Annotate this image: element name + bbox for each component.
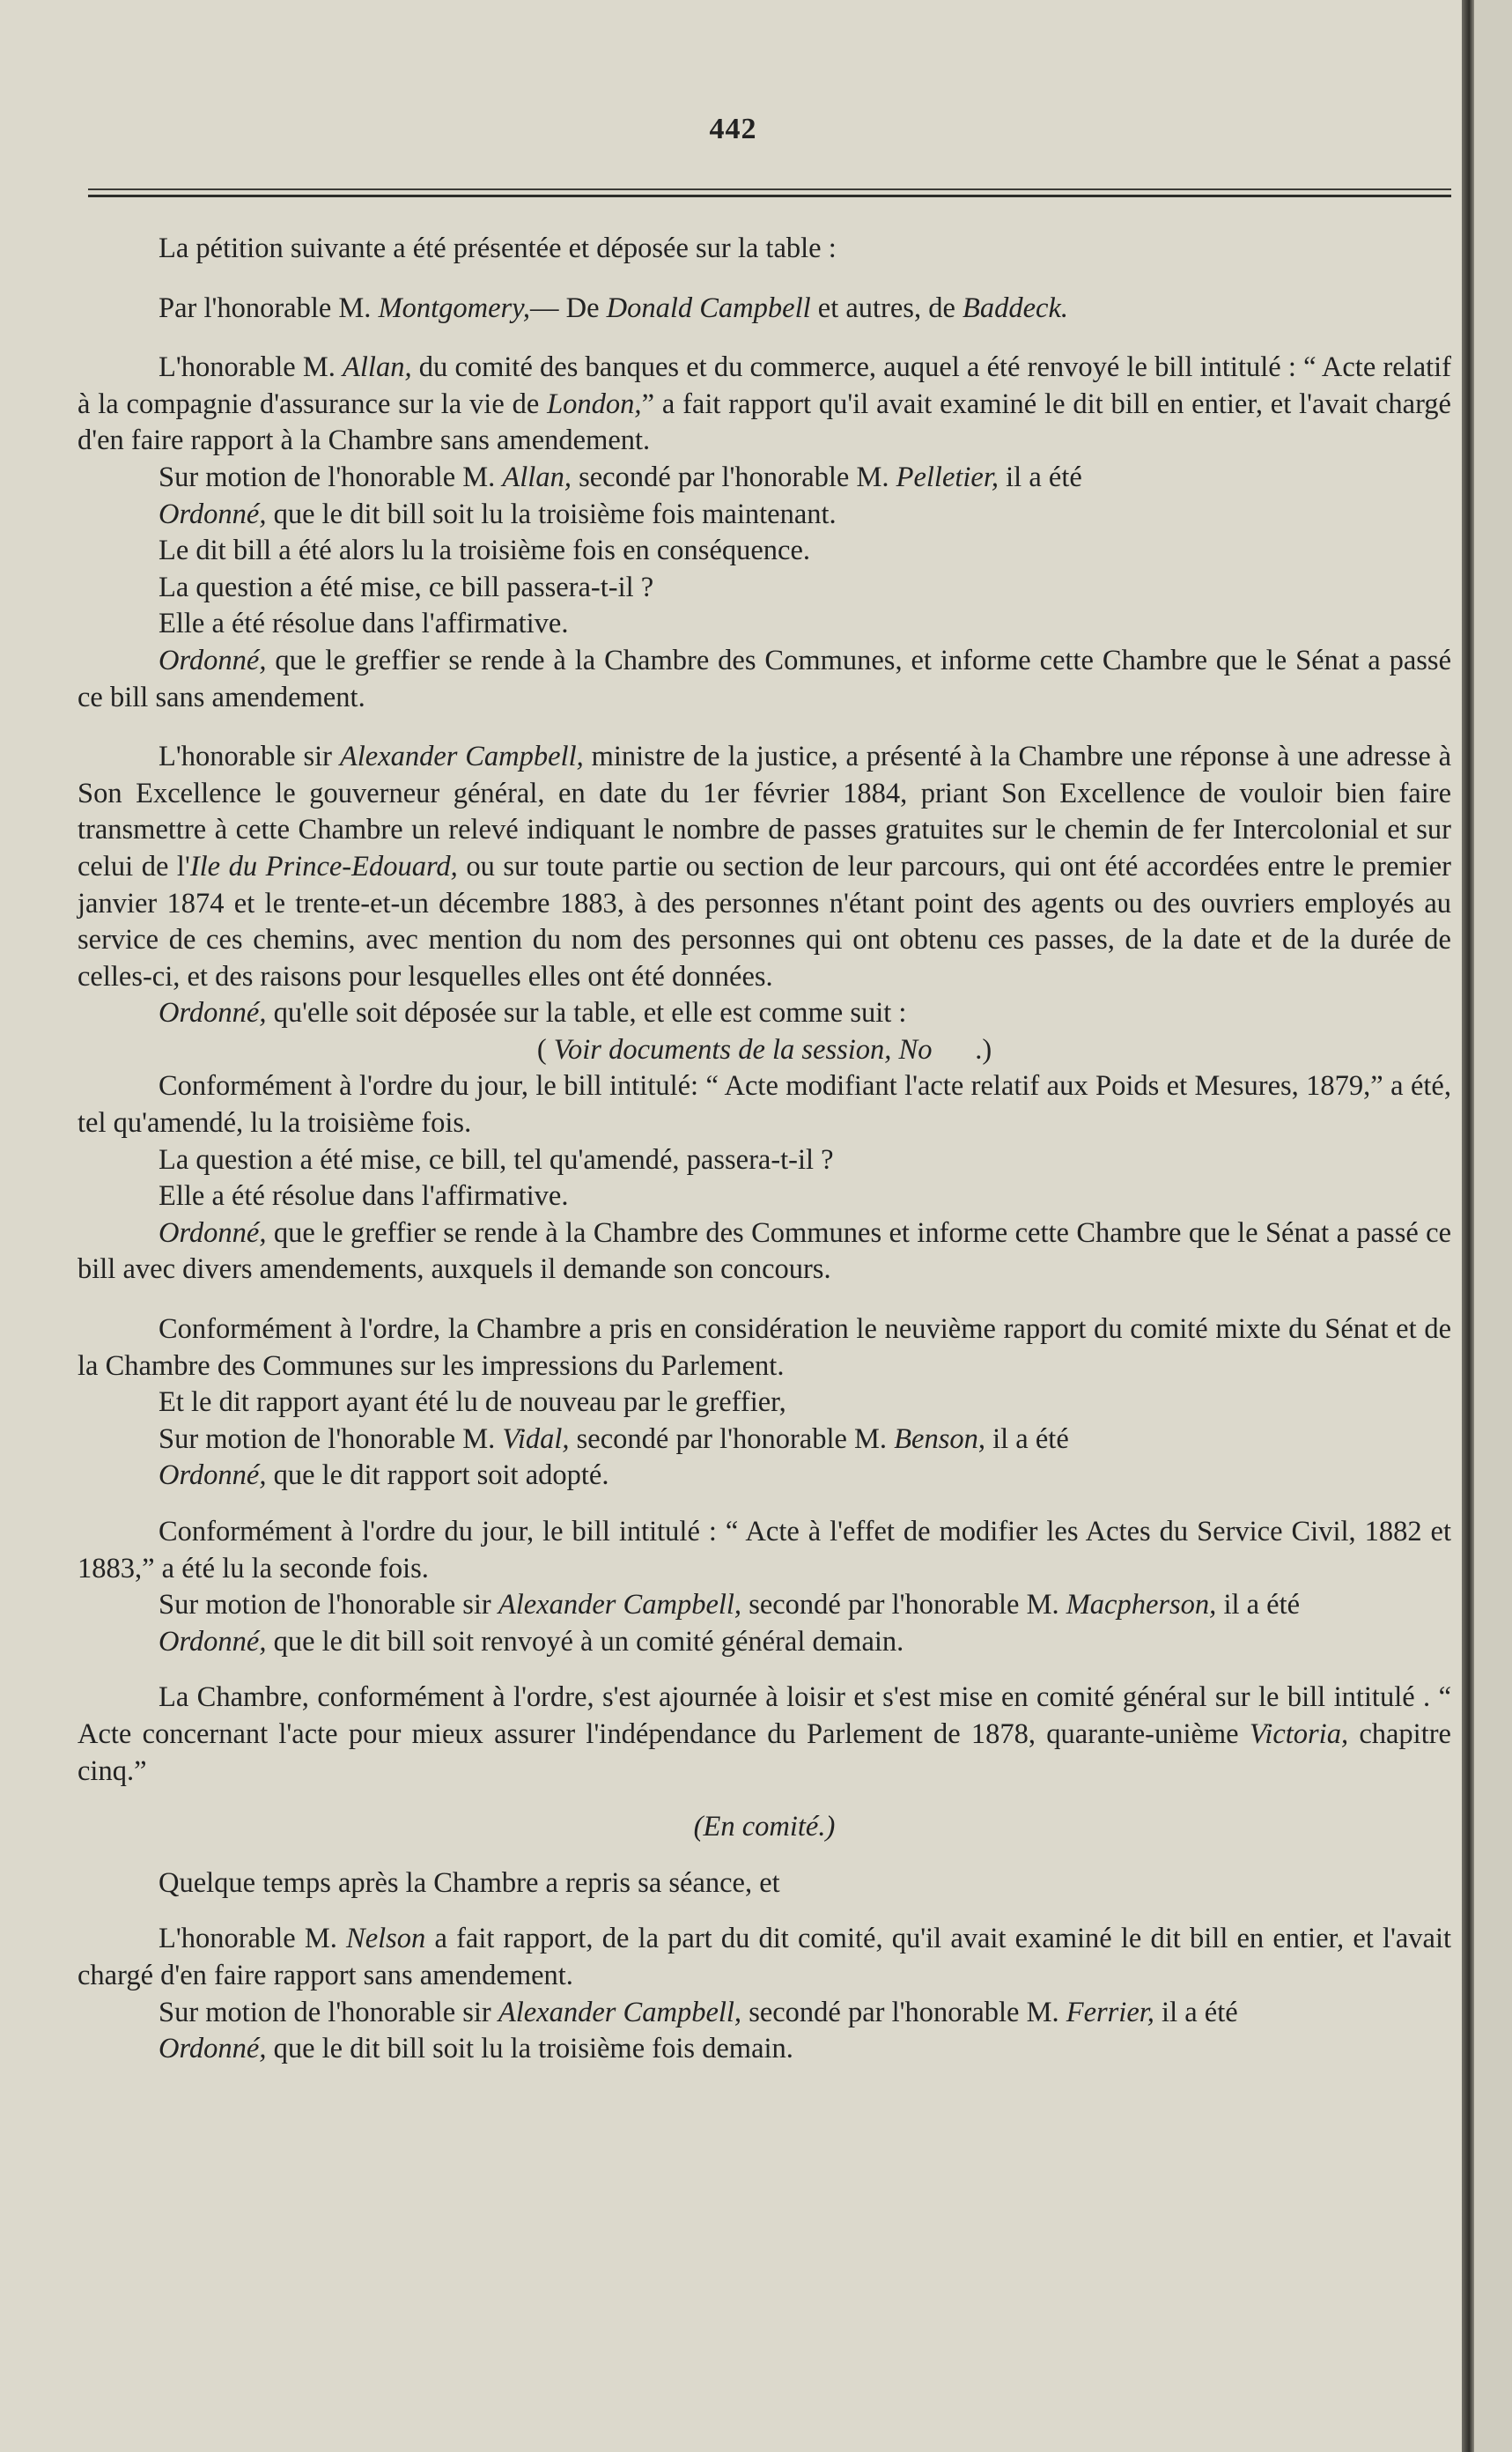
text-run: ministre de la justice, a présenté à la Chambre une réponse à une adresse à Son Excellence le gouverneur général, en date du 1er février 1884, priant Son Excellence de vouloir bien faire transmettre à cette Chambre un relevé indiquant le nombre de passes gratuites sur le chemin de fer Intercolonial et sur celui de l'	[77, 741, 1452, 883]
text-run: Par l'honorable M.	[159, 292, 379, 324]
text-run: secondé par l'honorable M.	[741, 1589, 1066, 1621]
header-rule-thick	[88, 195, 1451, 197]
text-run: Sur motion de l'honorable M.	[159, 1422, 503, 1455]
paragraph-campbell-return	[77, 739, 1451, 995]
paragraph-affirmative: Elle a été résolue dans l'affirmative.	[159, 608, 569, 640]
paragraph-ordonne-amendments	[77, 1215, 1451, 1289]
text-run: que le greffier se rende à la Chambre des Communes, et informe cette Chambre que le Sénat a passé ce bill sans amendement.	[77, 644, 1451, 713]
name-pelletier: Pelletier,	[896, 461, 999, 493]
paragraph-ordonne-comite-general	[77, 1624, 1451, 1661]
name-macpherson: Macpherson,	[1066, 1589, 1217, 1621]
text-run: chapitre cinq.”	[77, 1717, 1451, 1787]
text-run: que le dit bill soit lu la troisième fois maintenant.	[266, 498, 837, 530]
text-run: il a été	[985, 1422, 1069, 1455]
text-run: Sur motion de l'honorable M.	[159, 461, 503, 493]
paragraph-neuvieme-rapport: Conformément à l'ordre, la Chambre a pris en considération le neuvième rapport du comité mixte du Sénat et de la Chambre des Communes sur les impressions du Parlement.	[77, 1313, 1451, 1382]
text-run: ou sur toute partie ou section de leur parcours, qui ont été accordées entre le premier janvier 1874 et le trente-et-un décembre 1883, à des personnes n'étant point des agents ou des ouvriers employés au service de ces chemins, avec mention du nom des personnes qui ont obtenu ces passes, de la date et de la durée de celles-ci, et des raisons pour lesquelles elles ont été données.	[77, 850, 1451, 993]
text-run: secondé par l'honorable M.	[741, 1996, 1066, 2028]
name-montgomery: Montgomery,	[378, 292, 530, 324]
paragraph-motion-campbell-ferrier	[77, 1995, 1451, 2032]
text-run: il a été	[999, 461, 1082, 493]
text-run: que le dit rapport soit adopté.	[266, 1459, 609, 1492]
name-vidal: Vidal,	[502, 1422, 570, 1455]
paragraph-allan-report	[77, 350, 1451, 460]
paragraph-motion-allan	[77, 460, 1451, 497]
ordonne-label: Ordonné,	[159, 644, 267, 676]
paragraph-nelson-report	[77, 1921, 1451, 1994]
ordonne-label: Ordonné,	[159, 498, 267, 530]
paragraph-motion-vidal	[77, 1422, 1451, 1459]
header-rule-thin	[88, 188, 1451, 190]
ordonne-label: Ordonné,	[159, 1625, 267, 1658]
place-baddeck: Baddeck.	[963, 292, 1069, 324]
name-allan: Allan,	[343, 351, 412, 384]
paragraph-ordonne-third-reading	[77, 497, 1451, 534]
text-run: et autres, de	[810, 292, 963, 324]
text-run: Sur motion de l'honorable sir	[159, 1589, 498, 1621]
text-run: secondé par l'honorable M.	[571, 461, 896, 493]
paragraph-comite-independance	[77, 1680, 1451, 1790]
name-victoria: Victoria,	[1249, 1717, 1349, 1750]
text-run: L'honorable M.	[159, 351, 343, 384]
paragraph-seance-reprise: Quelque temps après la Chambre a repris sa séance, et	[159, 1866, 780, 1899]
paragraph-ordonne-demain	[77, 2031, 1451, 2068]
text-run: — De	[529, 292, 607, 324]
page-gutter-shadow	[1462, 0, 1474, 2452]
text-run: a fait rapport, de la part du dit comité, qu'il avait examiné le dit bill en entier, et l'avait chargé d'en faire rapport sans amendement.	[77, 1923, 1451, 1991]
session-documents-ref: Voir documents de la session, No	[553, 1033, 933, 1066]
text-run: qu'elle soit déposée sur la table, et elle est comme suit :	[266, 997, 907, 1030]
text-run: du comité des banques et du commerce, auquel a été renvoyé le bill intitulé : “ Acte relatif à la compagnie d'assurance sur la vie de	[77, 351, 1451, 420]
paragraph-ordonne-adopte	[77, 1458, 1451, 1495]
text-run: il a été	[1216, 1589, 1301, 1621]
name-allan: Allan,	[502, 461, 572, 493]
text-run: (	[536, 1033, 554, 1066]
paragraph-en-comite: (En comité.)	[693, 1811, 836, 1843]
place-london: London,	[547, 388, 642, 420]
text-run: L'honorable M.	[159, 1923, 347, 1955]
ordonne-label: Ordonné,	[159, 997, 267, 1030]
text-run: il a été	[1154, 1996, 1238, 2028]
name-ferrier: Ferrier,	[1066, 1996, 1154, 2028]
text-run: ” a fait rapport qu'il avait examiné le dit bill en entier, et l'avait chargé d'en faire rapport à la Chambre sans amendement.	[77, 388, 1451, 457]
name-nelson: Nelson	[346, 1923, 426, 1955]
name-alexander-campbell: Alexander Campbell,	[498, 1589, 742, 1621]
ordonne-label: Ordonné,	[159, 1216, 267, 1249]
text-run: que le dit bill soit lu la troisième fois demain.	[266, 2033, 793, 2065]
name-benson: Benson,	[894, 1422, 985, 1455]
paragraph-petition-intro: La pétition suivante a été présentée et déposée sur la table :	[159, 233, 837, 264]
text-run: que le greffier se rende à la Chambre des Communes et informe cette Chambre que le Sénat a passé ce bill avec divers amendements, auxquels il demande son concours.	[77, 1216, 1451, 1286]
text-run: que le dit bill soit renvoyé à un comité général demain.	[266, 1625, 904, 1658]
text-run: .)	[932, 1033, 992, 1066]
paragraph-third-reading: Le dit bill a été alors lu la troisième fois en conséquence.	[159, 535, 811, 567]
paragraph-ordonne-greffier	[77, 643, 1451, 716]
paragraph-service-civil: Conformément à l'ordre du jour, le bill intitulé : “ Acte à l'effet de modifier les Actes du Service Civil, 1882 et 1883,” a été lu la seconde fois.	[77, 1516, 1451, 1584]
paragraph-affirmative-2: Elle a été résolue dans l'affirmative.	[159, 1180, 569, 1213]
ordonne-label: Ordonné,	[159, 2033, 267, 2065]
place-ile-du-prince-edouard: Ile du Prince-Edouard,	[189, 850, 458, 883]
paragraph-poids-mesures: Conformément à l'ordre du jour, le bill intitulé: “ Acte modifiant l'acte relatif aux Poids et Mesures, 1879,” a été, tel qu'amendé, lu la troisième fois.	[77, 1070, 1451, 1140]
paragraph-question: La question a été mise, ce bill passera-t-il ?	[159, 571, 654, 603]
journal-body	[77, 231, 1451, 2068]
paragraph-ordonne-table	[77, 995, 1451, 1032]
paragraph-rapport-lu: Et le dit rapport ayant été lu de nouveau par le greffier,	[159, 1386, 786, 1419]
ordonne-label: Ordonné,	[159, 1459, 267, 1492]
text-run: Sur motion de l'honorable sir	[159, 1996, 498, 2028]
name-alexander-campbell: Alexander Campbell,	[498, 1996, 742, 2028]
paragraph-petition-montgomery	[77, 291, 1451, 328]
text-run: secondé par l'honorable M.	[569, 1422, 895, 1455]
text-run: La Chambre, conformément à l'ordre, s'est ajournée à loisir et s'est mise en comité général sur le bill intitulé . “ Acte concernant l'acte pour mieux assurer l'indépendance du Parlement de 1878, quarante-unième	[77, 1681, 1451, 1750]
name-alexander-campbell: Alexander Campbell,	[339, 741, 584, 773]
text-run: L'honorable sir	[159, 741, 340, 773]
name-donald-campbell: Donald Campbell	[606, 292, 811, 324]
paragraph-question-amended: La question a été mise, ce bill, tel qu'amendé, passera-t-il ?	[159, 1143, 834, 1176]
paragraph-motion-campbell-macpherson	[77, 1587, 1451, 1624]
adjacent-page-strip	[1474, 0, 1512, 2452]
page-number: 442	[709, 113, 757, 145]
paragraph-voir-documents	[77, 1032, 1451, 1069]
